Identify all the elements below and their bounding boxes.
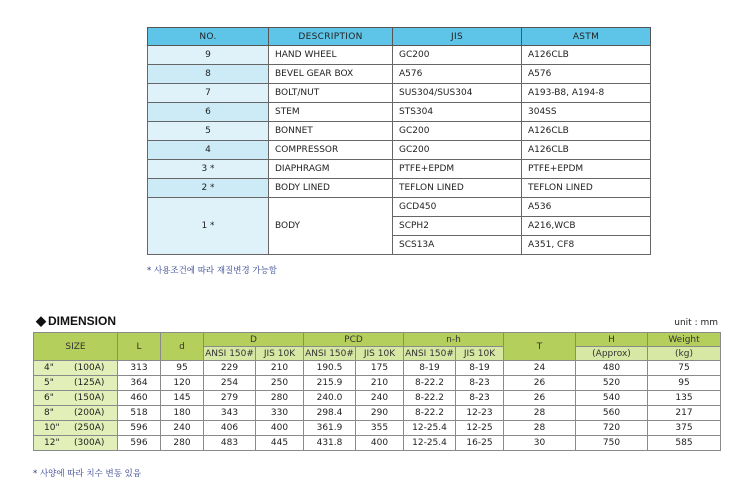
d-value: 280: [161, 436, 204, 451]
size-inch: 5": [44, 378, 54, 388]
header-d-small: d: [161, 333, 204, 361]
header-l: L: [118, 333, 161, 361]
astm-material: A536: [522, 198, 651, 217]
h-value: 750: [576, 436, 648, 451]
diamond-bullet-icon: ◆: [36, 313, 46, 328]
size-cell: [34, 421, 118, 436]
d-value: 180: [161, 406, 204, 421]
part-number: 6: [148, 103, 269, 122]
unit-label: unit : mm: [674, 318, 718, 328]
size-inch: 8": [44, 408, 54, 418]
jis-material: PTFE+EPDM: [393, 160, 522, 179]
l-value: 596: [118, 436, 161, 451]
table-row: [34, 361, 721, 376]
part-number: 7: [148, 84, 269, 103]
header-d-ansi: ANSI 150#: [205, 348, 254, 359]
materials-header-row: [148, 28, 651, 46]
d-value: 240: [161, 421, 204, 436]
d-ansi-value: 279: [204, 391, 256, 406]
materials-note: * 사용조건에 따라 재질변경 가능함: [147, 266, 278, 276]
header-no: NO.: [148, 28, 269, 46]
h-value: 560: [576, 406, 648, 421]
header-t: T: [504, 333, 576, 361]
jis-material: GC200: [393, 141, 522, 160]
header-astm: ASTM: [522, 28, 651, 46]
t-value: 28: [504, 421, 576, 436]
nh-ansi-value: 8-22.2: [404, 391, 456, 406]
size-a: (200A): [74, 408, 105, 418]
astm-material: A351, CF8: [522, 236, 651, 255]
weight-value: 75: [648, 361, 721, 376]
nh-ansi-value: 12-25.4: [404, 421, 456, 436]
jis-material: STS304: [393, 103, 522, 122]
header-d-large: D: [204, 333, 304, 347]
table-row: [148, 84, 651, 103]
header-h-approx: (Approx): [576, 347, 648, 361]
h-value: 520: [576, 376, 648, 391]
jis-material: A576: [393, 65, 522, 84]
table-row: [148, 46, 651, 65]
nh-jis-value: 12-25: [456, 421, 504, 436]
part-number: 3 *: [148, 160, 269, 179]
weight-value: 585: [648, 436, 721, 451]
pcd-ansi-value: 298.4: [304, 406, 356, 421]
astm-material: A126CLB: [522, 46, 651, 65]
pcd-jis-value: 175: [356, 361, 404, 376]
dimension-note: * 사양에 따라 치수 변동 있음: [33, 469, 142, 479]
pcd-ansi-value: 215.9: [304, 376, 356, 391]
part-description: BODY LINED: [269, 179, 393, 198]
header-nh-jis: JIS 10K: [456, 347, 504, 361]
size-cell: [34, 436, 118, 451]
header-jis: JIS: [393, 28, 522, 46]
nh-jis-value: 12-23: [456, 406, 504, 421]
d-value: 95: [161, 361, 204, 376]
astm-material: A216,WCB: [522, 217, 651, 236]
size-inch: 12": [44, 438, 60, 448]
astm-material: A193-B8, A194-8: [522, 84, 651, 103]
h-value: 540: [576, 391, 648, 406]
nh-ansi-value: 8-22.2: [404, 376, 456, 391]
pcd-ansi-value: 431.8: [304, 436, 356, 451]
header-pcd: PCD: [304, 333, 404, 347]
table-row: [148, 122, 651, 141]
header-n-h: n-h: [404, 333, 504, 347]
pcd-jis-value: 355: [356, 421, 404, 436]
h-value: 480: [576, 361, 648, 376]
size-a: (250A): [74, 423, 105, 433]
pcd-ansi-value: 240.0: [304, 391, 356, 406]
table-row: [148, 141, 651, 160]
t-value: 24: [504, 361, 576, 376]
part-description: BODY: [269, 198, 393, 255]
size-cell: [34, 361, 118, 376]
weight-value: 375: [648, 421, 721, 436]
h-value: 720: [576, 421, 648, 436]
size-cell: [34, 406, 118, 421]
table-row: [148, 179, 651, 198]
jis-material: SCS13A: [393, 236, 522, 255]
nh-jis-value: 8-19: [456, 361, 504, 376]
table-row: [34, 421, 721, 436]
part-description: BOLT/NUT: [269, 84, 393, 103]
pcd-jis-value: 290: [356, 406, 404, 421]
dimension-header-row: [34, 333, 721, 347]
table-row: [148, 198, 651, 217]
size-cell: [34, 376, 118, 391]
pcd-jis-value: 400: [356, 436, 404, 451]
part-number: 4: [148, 141, 269, 160]
astm-material: A126CLB: [522, 122, 651, 141]
size-inch: 10": [44, 423, 60, 433]
d-value: 120: [161, 376, 204, 391]
d-jis-value: 400: [256, 421, 304, 436]
header-pcd-ansi: ANSI 150#: [305, 348, 354, 359]
d-jis-value: 280: [256, 391, 304, 406]
pcd-ansi-value: 361.9: [304, 421, 356, 436]
weight-value: 95: [648, 376, 721, 391]
d-jis-value: 250: [256, 376, 304, 391]
dimension-body: [34, 361, 721, 451]
nh-ansi-value: 8-19: [404, 361, 456, 376]
header-h: H: [576, 333, 648, 347]
weight-value: 217: [648, 406, 721, 421]
part-number: 2 *: [148, 179, 269, 198]
jis-material: SUS304/SUS304: [393, 84, 522, 103]
nh-ansi-value: 8-22.2: [404, 406, 456, 421]
part-description: BONNET: [269, 122, 393, 141]
table-row: [34, 391, 721, 406]
d-ansi-value: 406: [204, 421, 256, 436]
l-value: 313: [118, 361, 161, 376]
size-inch: 6": [44, 393, 54, 403]
astm-material: 304SS: [522, 103, 651, 122]
t-value: 26: [504, 391, 576, 406]
d-ansi-value: 254: [204, 376, 256, 391]
l-value: 460: [118, 391, 161, 406]
weight-value: 135: [648, 391, 721, 406]
l-value: 518: [118, 406, 161, 421]
header-size: SIZE: [34, 333, 118, 361]
d-jis-value: 445: [256, 436, 304, 451]
part-number: 1 *: [148, 198, 269, 255]
size-cell: [34, 391, 118, 406]
t-value: 26: [504, 376, 576, 391]
astm-material: TEFLON LINED: [522, 179, 651, 198]
t-value: 28: [504, 406, 576, 421]
nh-ansi-value: 12-25.4: [404, 436, 456, 451]
d-ansi-value: 343: [204, 406, 256, 421]
jis-material: GC200: [393, 46, 522, 65]
part-description: BEVEL GEAR BOX: [269, 65, 393, 84]
l-value: 596: [118, 421, 161, 436]
nh-jis-value: 8-23: [456, 376, 504, 391]
header-nh-ansi: ANSI 150#: [405, 348, 454, 359]
nh-jis-value: 8-23: [456, 391, 504, 406]
part-description: COMPRESSOR: [269, 141, 393, 160]
part-description: DIAPHRAGM: [269, 160, 393, 179]
dimension-table: [33, 332, 721, 451]
header-weight-kg: (kg): [648, 347, 721, 361]
part-description: HAND WHEEL: [269, 46, 393, 65]
dimension-title-text: DIMENSION: [48, 314, 117, 328]
jis-material: TEFLON LINED: [393, 179, 522, 198]
jis-material: SCPH2: [393, 217, 522, 236]
pcd-jis-value: 210: [356, 376, 404, 391]
astm-material: PTFE+EPDM: [522, 160, 651, 179]
part-number: 5: [148, 122, 269, 141]
header-weight: Weight: [648, 333, 721, 347]
table-row: [148, 160, 651, 179]
materials-table: [147, 27, 651, 255]
table-row: [148, 103, 651, 122]
table-row: [34, 406, 721, 421]
nh-jis-value: 16-25: [456, 436, 504, 451]
part-description: STEM: [269, 103, 393, 122]
header-description: DESCRIPTION: [269, 28, 393, 46]
jis-material: GC200: [393, 122, 522, 141]
size-a: (125A): [74, 378, 105, 388]
t-value: 30: [504, 436, 576, 451]
header-pcd-jis: JIS 10K: [356, 347, 404, 361]
size-inch: 4": [44, 363, 54, 373]
dimension-title: [36, 313, 116, 329]
part-number: 8: [148, 65, 269, 84]
d-jis-value: 330: [256, 406, 304, 421]
size-a: (150A): [74, 393, 105, 403]
pcd-ansi-value: 190.5: [304, 361, 356, 376]
d-value: 145: [161, 391, 204, 406]
jis-material: GCD450: [393, 198, 522, 217]
l-value: 364: [118, 376, 161, 391]
astm-material: A576: [522, 65, 651, 84]
part-number: 9: [148, 46, 269, 65]
d-jis-value: 210: [256, 361, 304, 376]
d-ansi-value: 229: [204, 361, 256, 376]
size-a: (300A): [74, 438, 105, 448]
header-d-jis: JIS 10K: [256, 347, 304, 361]
table-row: [34, 376, 721, 391]
table-row: [148, 65, 651, 84]
d-ansi-value: 483: [204, 436, 256, 451]
astm-material: A126CLB: [522, 141, 651, 160]
pcd-jis-value: 240: [356, 391, 404, 406]
size-a: (100A): [74, 363, 105, 373]
table-row: [34, 436, 721, 451]
